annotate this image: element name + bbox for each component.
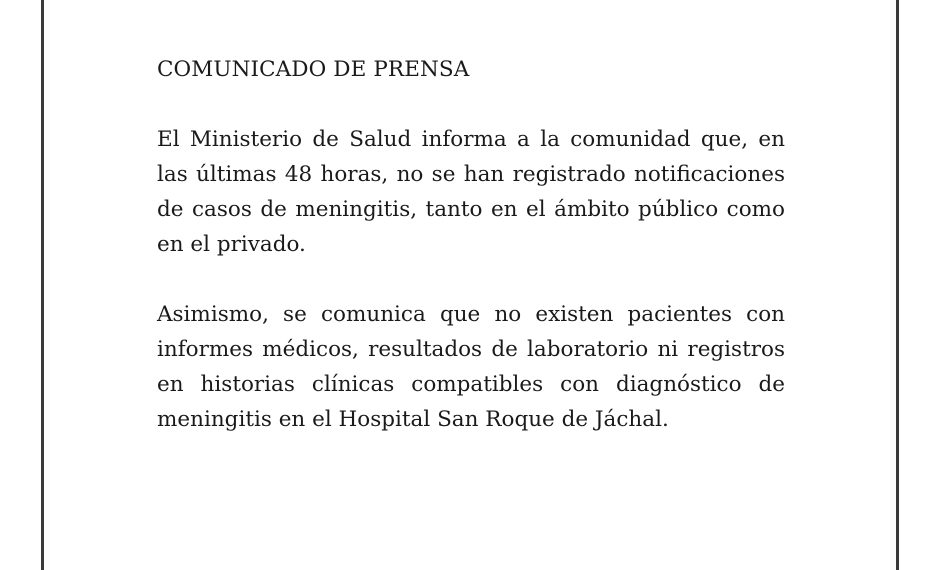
paragraph-1: El Ministerio de Salud informa a la comunidad que, en las últimas 48 horas, no se han registrado notificaciones de casos de meningitis, tanto en el ámbito público como en el privado. (157, 127, 785, 257)
page-border-right (896, 0, 899, 570)
press-release-body (157, 52, 785, 472)
document-title: COMUNICADO DE PRENSA (157, 57, 470, 82)
page-border-left (41, 0, 44, 570)
paragraph-2: Asimismo, se comunica que no existen pacientes con informes médicos, resultados de laboratorio ni registros en historias clínicas compatibles con diagnóstico de meningitis en el Hospital San Roque de Jáchal. (157, 302, 785, 432)
